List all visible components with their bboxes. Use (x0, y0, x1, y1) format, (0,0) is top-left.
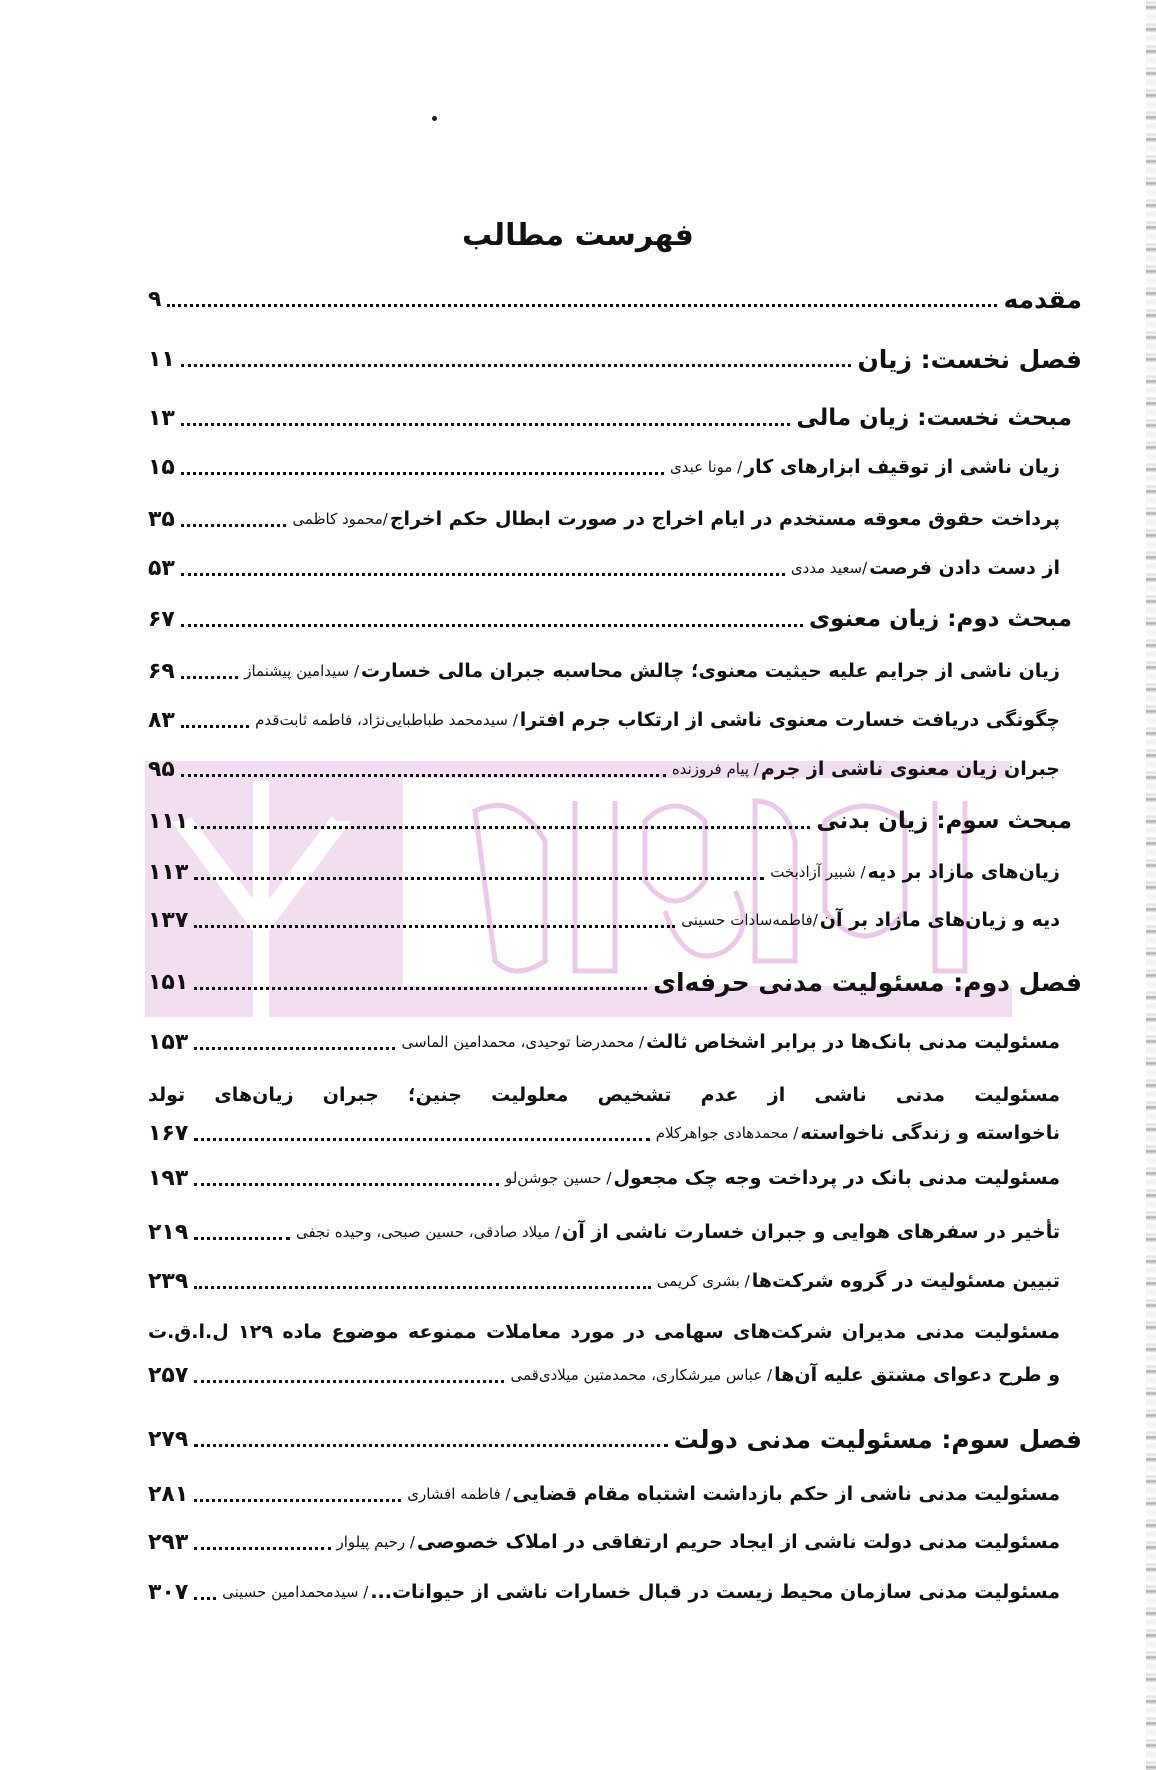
toc-entry-title-line1: مسئولیت مدنی مدیران شرکت‌های سهامی در مورد معاملات ممنوعه موضوع ماده ۱۲۹ ل.ا.ق.ت (148, 1321, 1060, 1343)
toc-page-number: ۱۶۷ (148, 1120, 189, 1146)
toc-entry[interactable] (148, 447, 1060, 487)
toc-page-number: ۳۵ (148, 506, 175, 532)
toc-entry-author: / رحیم پیلوار (336, 1533, 415, 1551)
scan-edge (1146, 0, 1156, 1770)
toc-entry-title: جبران زیان معنوی ناشی از جرم (760, 758, 1060, 780)
toc-entry-author: / سیدامین پیشنماز (244, 662, 360, 680)
dot-leader (194, 987, 647, 990)
toc-chapter[interactable] (148, 339, 1082, 379)
dot-leader (194, 1499, 401, 1502)
toc-entry-author: / بشری کریمی (656, 1272, 750, 1290)
toc-page-number: ۱۵ (148, 454, 175, 480)
toc-entry[interactable] (148, 651, 1060, 691)
dot-leader (181, 676, 238, 679)
toc-entry-title: مبحث سوم: زیان بدنی (816, 808, 1072, 834)
scan-speck (432, 116, 437, 121)
toc-entry-title: فصل دوم: مسئولیت مدنی حرفه‌ای (653, 967, 1082, 997)
page-title: فهرست مطالب (462, 218, 694, 253)
toc-entry[interactable] (148, 1474, 1060, 1514)
toc-entry-title: مقدمه (1003, 284, 1082, 314)
toc-entry-author: / میلاد صادقی، حسین صبحی، وحیده نجفی (296, 1223, 561, 1241)
dot-leader (181, 725, 249, 728)
toc-entry[interactable] (148, 1158, 1060, 1198)
toc-entry-title: تأخیر در سفرهای هوایی و جبران خسارت ناشی از آن (562, 1221, 1060, 1243)
toc-entry-author: / محمدرضا توحیدی، محمدامین الماسی (401, 1033, 645, 1051)
toc-page-number: ۱۱۳ (148, 859, 189, 885)
toc-chapter[interactable] (148, 1419, 1082, 1459)
toc-page-number: ۱۳۷ (148, 907, 189, 933)
toc-page-number: ۲۸۱ (148, 1481, 189, 1507)
toc-page-number: ۲۳۹ (148, 1268, 189, 1294)
toc-entry-author: /محمود کاظمی (292, 510, 388, 528)
toc-entry-title: زیان‌های مازاد بر دیه (867, 861, 1060, 883)
dot-leader (194, 1380, 504, 1383)
toc-entry[interactable] (148, 900, 1060, 940)
toc-entry[interactable] (148, 749, 1060, 789)
dot-leader (181, 573, 785, 576)
toc-entry-title: دیه و زیان‌های مازاد بر آن (819, 909, 1060, 931)
toc-entry[interactable] (148, 548, 1060, 588)
toc-entry[interactable] (148, 1212, 1060, 1252)
toc-entry-title: مسئولیت مدنی دولت ناشی از ایجاد حریم ارتفاقی در املاک خصوصی (416, 1531, 1060, 1553)
toc-entry[interactable] (148, 1355, 1060, 1395)
toc-entry-author: / شبیر آزادبخت (770, 863, 866, 881)
toc-entry-title: فصل سوم: مسئولیت مدنی دولت (673, 1424, 1082, 1454)
toc-entry-title: چگونگی دریافت خسارت معنوی ناشی از ارتکاب جرم افترا (519, 709, 1060, 731)
toc-entry-title: مسئولیت مدنی بانک در پرداخت وجه چک مجعول (613, 1167, 1060, 1189)
dot-leader (194, 1547, 330, 1550)
dot-leader (194, 1237, 290, 1240)
toc-page-number: ۹۵ (148, 756, 175, 782)
toc-entry-title: از دست دادن فرصت (869, 557, 1060, 579)
dot-leader (194, 1597, 216, 1600)
dot-leader (194, 1444, 667, 1447)
toc-page-number: ۸۳ (148, 707, 175, 733)
toc-entry-author: / حسین جوشن‌لو (504, 1169, 612, 1187)
toc-page-number: ۹ (148, 286, 162, 312)
toc-chapter[interactable] (148, 279, 1082, 319)
dot-leader (194, 877, 764, 880)
toc-page-number: ۱۱ (148, 346, 175, 372)
toc-page-number: ۱۵۱ (148, 969, 189, 995)
toc-page-number: ۲۱۹ (148, 1219, 189, 1245)
toc-entry-title: زیان ناشی از جرایم علیه حیثیت معنوی؛ چالش محاسبه جبران مالی خسارت (361, 660, 1060, 682)
toc-section[interactable] (148, 599, 1072, 639)
toc-page-number: ۱۱۱ (148, 808, 189, 834)
toc-entry-author: / مونا عبدی (670, 458, 743, 476)
toc-entry-title: مبحث دوم: زیان معنوی (809, 606, 1072, 632)
toc-entry-title: ناخواسته و زندگی ناخواسته (800, 1122, 1060, 1144)
toc-entry-author: / فاطمه افشاری (407, 1485, 511, 1503)
toc-section[interactable] (148, 398, 1072, 438)
toc-page-number: ۶۹ (148, 658, 175, 684)
dot-leader (194, 1183, 499, 1186)
dot-leader (181, 524, 287, 527)
toc-entry-title-line1: مسئولیت مدنی ناشی از عدم تشخیص معلولیت جنین؛ جبران زیان‌های تولد (148, 1084, 1060, 1106)
toc-entry[interactable] (148, 852, 1060, 892)
dot-leader (194, 826, 810, 829)
dot-leader (181, 472, 664, 475)
toc-page-number: ۲۹۳ (148, 1529, 189, 1555)
dot-leader (167, 304, 997, 307)
toc-entry-title: مبحث نخست: زیان مالی (796, 405, 1072, 431)
toc-entry-title: مسئولیت مدنی بانک‌ها در برابر اشخاص ثالث (646, 1031, 1060, 1053)
dot-leader (194, 925, 675, 928)
toc-entry[interactable] (148, 1022, 1060, 1062)
toc-entry-title: مسئولیت مدنی ناشی از حکم بازداشت اشتباه مقام قضایی (512, 1483, 1060, 1505)
toc-entry-title: تبیین مسئولیت در گروه شرکت‌ها (751, 1270, 1060, 1292)
toc-entry[interactable] (148, 1113, 1060, 1153)
toc-section[interactable] (148, 801, 1072, 841)
toc-entry-title: فصل نخست: زیان (857, 344, 1082, 374)
toc-entry-author: / پیام فروزنده (671, 760, 759, 778)
toc-page-number: ۱۹۳ (148, 1165, 189, 1191)
dot-leader (194, 1286, 650, 1289)
toc-entry-title: مسئولیت مدنی سازمان محیط زیست در قبال خسارات ناشی از حیوانات... (370, 1581, 1060, 1603)
dot-leader (181, 774, 666, 777)
toc-entry-author: / سیدمحمد طباطبایی‌نژاد، فاطمه ثابت‌قدم (255, 711, 518, 729)
toc-page-number: ۶۷ (148, 606, 175, 632)
dot-leader (194, 1047, 395, 1050)
dot-leader (181, 364, 852, 367)
toc-chapter[interactable] (148, 962, 1082, 1002)
toc-entry[interactable] (148, 1261, 1060, 1301)
toc-page-number: ۱۵۳ (148, 1029, 189, 1055)
toc-page-number: ۳۰۷ (148, 1579, 189, 1605)
toc-page-number: ۲۵۷ (148, 1362, 189, 1388)
toc-entry-author: /سعید مددی (790, 559, 868, 577)
toc-entry-author: / سیدمحمدامین حسینی (222, 1583, 369, 1601)
toc-entry[interactable] (148, 700, 1060, 740)
toc-entry-author: /فاطمه‌سادات حسینی (681, 911, 818, 929)
toc-page-number: ۱۳ (148, 405, 175, 431)
toc-entry-title: پرداخت حقوق معوقه مستخدم در ایام اخراج در صورت ابطال حکم اخراج (389, 508, 1060, 530)
dot-leader (181, 423, 790, 426)
toc-entry-author: / محمدهادی جواهرکلام (655, 1124, 799, 1142)
toc-entry-title: زیان ناشی از توقیف ابزارهای کار (744, 456, 1060, 478)
toc-page-number: ۲۷۹ (148, 1426, 189, 1452)
dot-leader (194, 1138, 650, 1141)
toc-entry-title: و طرح دعوای مشتق علیه آن‌ها (774, 1364, 1060, 1386)
toc-page-number: ۵۳ (148, 555, 175, 581)
toc-entry[interactable] (148, 499, 1060, 539)
toc-entry[interactable] (148, 1572, 1060, 1612)
toc-entry-author: / عباس میرشکاری، محمدمتین میلادی‌قمی (510, 1366, 773, 1384)
dot-leader (181, 624, 803, 627)
toc-entry[interactable] (148, 1522, 1060, 1562)
